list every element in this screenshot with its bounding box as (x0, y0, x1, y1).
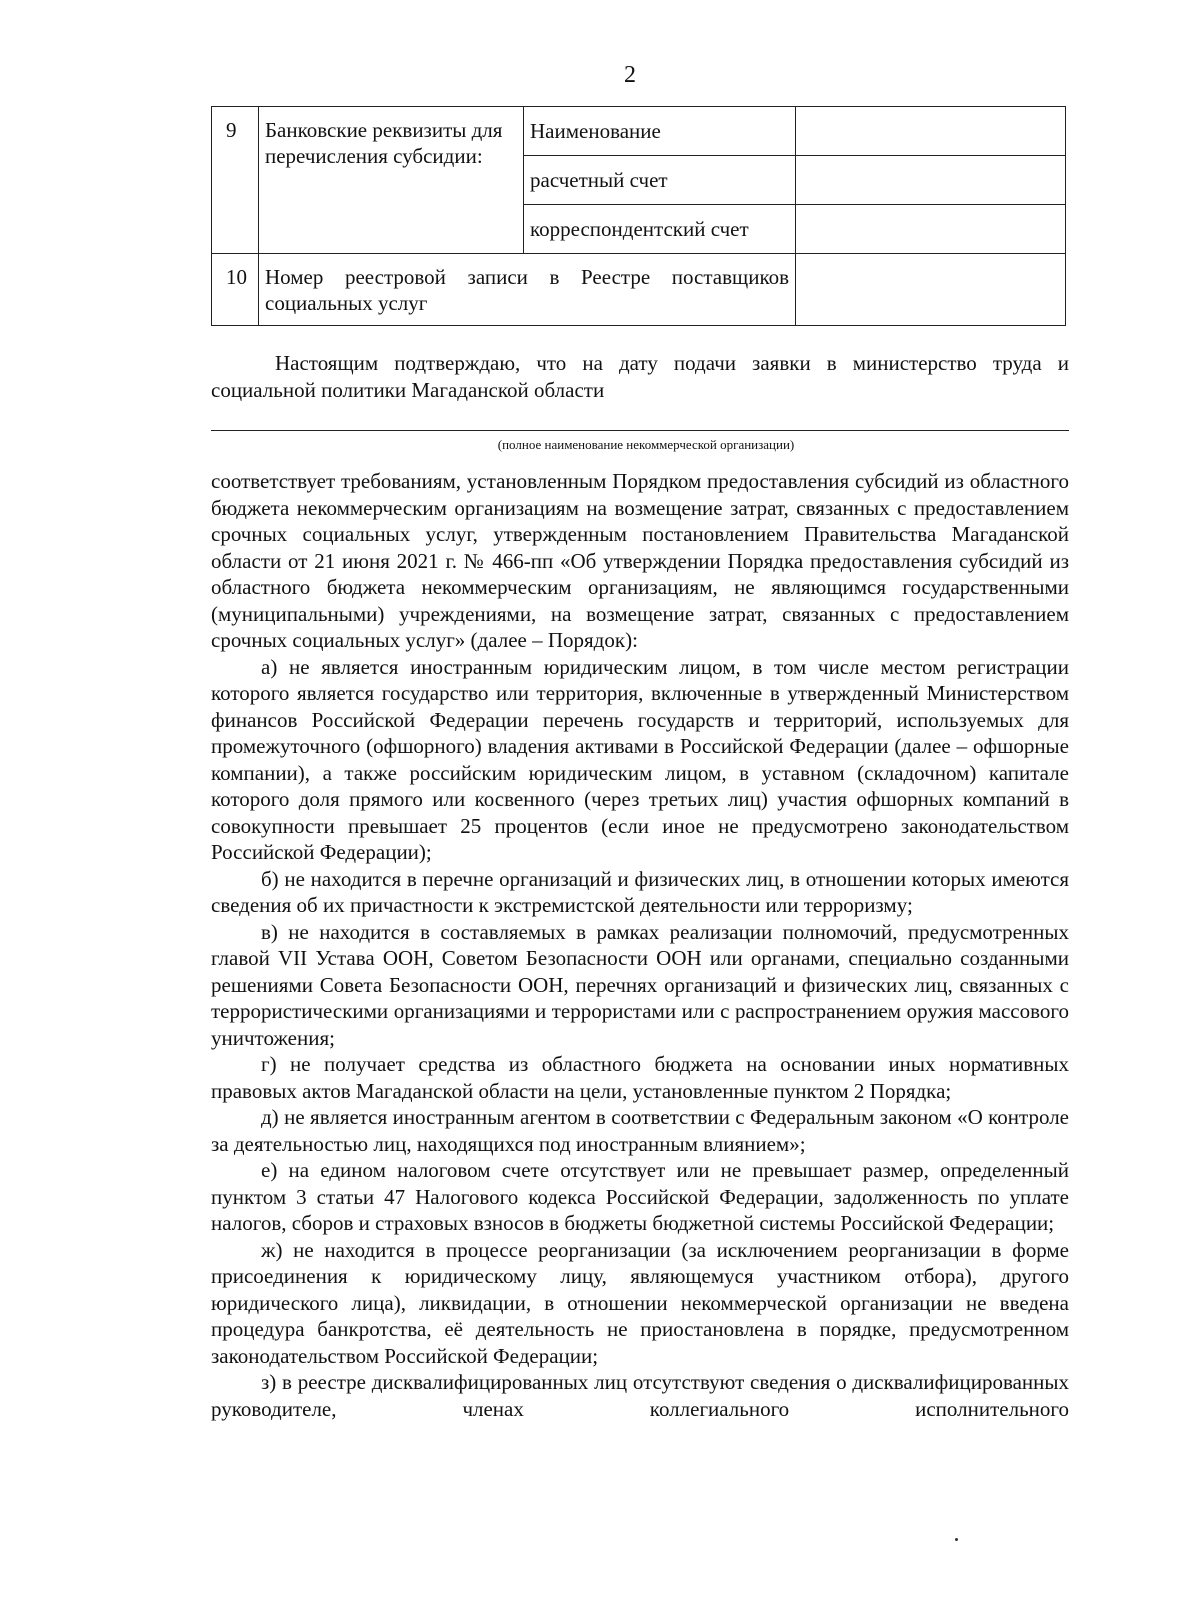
paragraph-b: б) не находится в перечне организаций и физических лиц, в отношении которых имеются сведения об их причастности к экстремистской деятельности или терроризму; (211, 866, 1069, 917)
paragraph-e: е) на едином налоговом счете отсутствует или не превышает размер, определенный пунктом 3 статьи 47 Налогового кодекса Российской Федерации, задолженность по уплате налогов, сборов и страховых взносов в бюджеты бюджетной системы Российской Федерации; (211, 1158, 1069, 1235)
document-body (211, 468, 1069, 1422)
scan-speck (955, 1538, 958, 1541)
signature-caption: (полное наименование некоммерческой организации) (497, 437, 795, 452)
sub-item-corr-account: корреспондентский счет (524, 205, 796, 254)
sub-item-name: Наименование (524, 107, 796, 156)
value-cell-corr-account (796, 205, 1066, 254)
row-label: Номер реестровой записи в Реестре поставщиков социальных услуг (259, 254, 796, 326)
table-row-9 (212, 107, 1066, 156)
paragraph-intro: соответствует требованиям, установленным Порядком предоставления субсидий из областного бюджета некоммерческим организациям на возмещение затрат, связанных с предоставлением срочных социальных услуг, утвержденным постановлением Правительства Магаданской области от 21 июня 2021 г. № 466-пп «Об утверждении Порядка предоставления субсидий из областного бюджета некоммерческим организациям, не являющимся государственными (муниципальными) учреждениями, на возмещение затрат, связанных с предоставлением срочных социальных услуг» (далее – Порядок): (211, 469, 1069, 652)
value-cell-registry (796, 254, 1066, 326)
row-number: 9 (212, 107, 259, 254)
paragraph-g: г) не получает средства из областного бюджета на основании иных нормативных правовых актов Магаданской области на цели, установленные пунктом 2 Порядка; (211, 1052, 1069, 1103)
confirmation-text (211, 350, 1069, 404)
paragraph-d: д) не является иностранным агентом в соответствии с Федеральным законом «О контроле за деятельностью лиц, находящихся под иностранным влиянием»; (211, 1105, 1069, 1156)
paragraph-z: з) в реестре дисквалифицированных лиц отсутствуют сведения о дисквалифицированных руководителе, членах коллегиального исполнительного (211, 1370, 1069, 1421)
requisites-table (211, 106, 1066, 326)
table-row-10 (212, 254, 1066, 326)
signature-line (211, 430, 1069, 431)
confirmation-paragraph: Настоящим подтверждаю, что на дату подачи заявки в министерство труда и социальной политики Магаданской области (211, 351, 1069, 402)
paragraph-zh: ж) не находится в процессе реорганизации (за исключением реорганизации в форме присоединения к юридическому лицу, являющемуся участником отбора), другого юридического лица), ликвидации, в отношении некоммерческой организации не введена процедура банкротства, её деятельность не приостановлена в порядке, предусмотренном законодательством Российской Федерации; (211, 1237, 1069, 1368)
row-label: Банковские реквизиты для перечисления субсидии: (259, 107, 524, 254)
sub-item-account: расчетный счет (524, 156, 796, 205)
paragraph-a: а) не является иностранным юридическим лицом, в том числе местом регистрации которого является государство или территория, включенные в утвержденный Министерством финансов Российской Федерации перечень государств и территорий, используемых для промежуточного (офшорного) владения активами в Российской Федерации (далее – офшорные компании), а также российским юридическим лицом, в уставном (складочном) капитале которого доля прямого или косвенного (через третьих лиц) участия офшорных компаний в совокупности превышает 25 процентов (если иное не предусмотрено законодательством Российской Федерации); (211, 654, 1069, 864)
paragraph-v: в) не находится в составляемых в рамках реализации полномочий, предусмотренных главой VII Устава ООН, Советом Безопасности ООН или органами, специально созданными решениями Совета Безопасности ООН, перечнях организаций и физических лиц, связанных с террористическими организациями и террористами или с распространением оружия массового уничтожения; (211, 919, 1069, 1050)
value-cell-name (796, 107, 1066, 156)
value-cell-account (796, 156, 1066, 205)
page-number: 2 (624, 62, 636, 88)
row-number: 10 (212, 254, 259, 326)
